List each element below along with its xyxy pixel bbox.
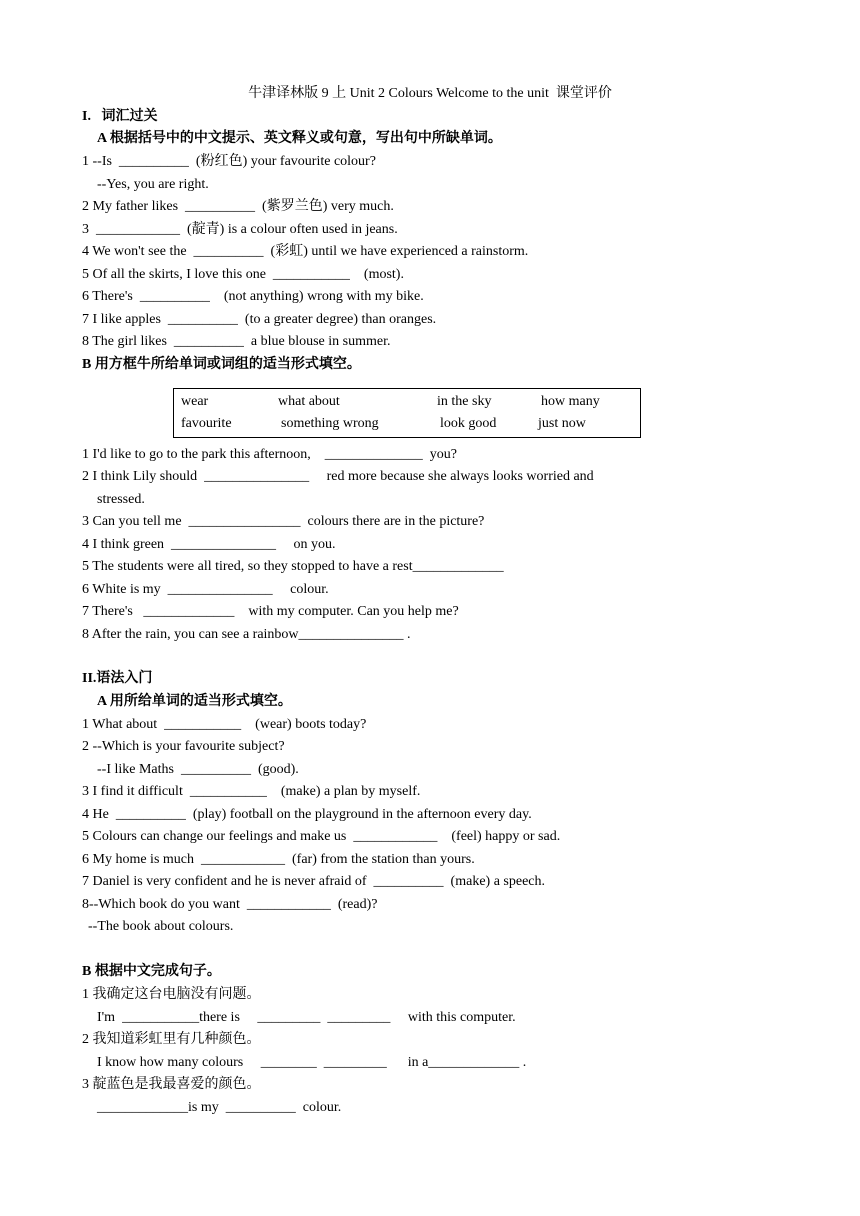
subsection-heading-2a: A 用所给单词的适当形式填空。 bbox=[97, 694, 292, 709]
exercise-line: 8 After the rain, you can see a rainbow_______________ . bbox=[82, 627, 411, 642]
exercise-line: 2 --Which is your favourite subject? bbox=[82, 739, 285, 754]
option-word: how many bbox=[541, 394, 600, 409]
exercise-line: I'm ___________there is _________ _________ with this computer. bbox=[97, 1010, 516, 1025]
exercise-line: 7 Daniel is very confident and he is never afraid of __________ (make) a speech. bbox=[82, 874, 546, 889]
exercise-line: 1 --Is __________ (粉红色) your favourite colour? bbox=[82, 154, 376, 169]
option-word: in the sky bbox=[437, 394, 492, 409]
section-heading-vocabulary: I. 词汇过关 bbox=[82, 109, 158, 124]
exercise-line: 1 我确定这台电脑没有问题。 bbox=[82, 987, 261, 1002]
exercise-line: --Yes, you are right. bbox=[97, 177, 209, 192]
exercise-line: 4 I think green _______________ on you. bbox=[82, 537, 336, 552]
word-options-box bbox=[173, 388, 641, 438]
exercise-line: 2 My father likes __________ (紫罗兰色) very much. bbox=[82, 199, 394, 214]
exercise-line: 2 I think Lily should _______________ red more because she always looks worried and bbox=[82, 469, 594, 484]
exercise-line: 3 ____________ (靛青) is a colour often used in jeans. bbox=[82, 222, 398, 237]
section-heading-grammar: II.语法入门 bbox=[82, 671, 153, 686]
subsection-heading-1a: A 根据括号中的中文提示、英文释义或句意，写出句中所缺单词。 bbox=[97, 131, 502, 146]
subsection-heading-1b: B 用方框牛所给单词或词组的适当形式填空。 bbox=[82, 357, 361, 372]
exercise-line: stressed. bbox=[97, 492, 145, 507]
exercise-line: 6 White is my _______________ colour. bbox=[82, 582, 329, 597]
exercise-line: I know how many colours ________ _________ in a_____________ . bbox=[97, 1055, 527, 1070]
option-word: something wrong bbox=[281, 416, 379, 431]
page-title: 牛津译林版 9 上 Unit 2 Colours Welcome to the unit 课堂评价 bbox=[248, 86, 612, 101]
option-word: just now bbox=[538, 416, 586, 431]
exercise-line: --I like Maths __________ (good). bbox=[97, 762, 299, 777]
exercise-line: 6 There's __________ (not anything) wrong with my bike. bbox=[82, 289, 424, 304]
exercise-line: 7 I like apples __________ (to a greater degree) than oranges. bbox=[82, 312, 437, 327]
exercise-line: 6 My home is much ____________ (far) from the station than yours. bbox=[82, 852, 475, 867]
option-word: favourite bbox=[181, 416, 232, 431]
exercise-line: 7 There's _____________ with my computer. Can you help me? bbox=[82, 604, 459, 619]
subsection-heading-2b: B 根据中文完成句子。 bbox=[82, 964, 221, 979]
exercise-line: --The book about colours. bbox=[88, 919, 234, 934]
exercise-line: _____________is my __________ colour. bbox=[97, 1100, 342, 1115]
exercise-line: 5 Colours can change our feelings and make us ____________ (feel) happy or sad. bbox=[82, 829, 561, 844]
exercise-line: 3 Can you tell me ________________ colours there are in the picture? bbox=[82, 514, 485, 529]
exercise-line: 1 What about ___________ (wear) boots today? bbox=[82, 717, 367, 732]
option-word: wear bbox=[181, 394, 209, 409]
exercise-line: 5 The students were all tired, so they stopped to have a rest_____________ bbox=[82, 559, 504, 574]
exercise-line: 3 靛蓝色是我最喜爱的颜色。 bbox=[82, 1077, 261, 1092]
exercise-line: 8--Which book do you want ____________ (read)? bbox=[82, 897, 378, 912]
exercise-line: 1 I'd like to go to the park this afternoon, ______________ you? bbox=[82, 447, 458, 462]
exercise-line: 3 I find it difficult ___________ (make) a plan by myself. bbox=[82, 784, 421, 799]
option-word: what about bbox=[278, 394, 340, 409]
option-word: look good bbox=[440, 416, 497, 431]
exercise-line: 2 我知道彩虹里有几种颜色。 bbox=[82, 1032, 261, 1047]
exercise-line: 5 Of all the skirts, I love this one ___________ (most). bbox=[82, 267, 404, 282]
exercise-line: 4 We won't see the __________ (彩虹) until we have experienced a rainstorm. bbox=[82, 244, 529, 259]
exercise-line: 4 He __________ (play) football on the playground in the afternoon every day. bbox=[82, 807, 532, 822]
exercise-line: 8 The girl likes __________ a blue blouse in summer. bbox=[82, 334, 391, 349]
